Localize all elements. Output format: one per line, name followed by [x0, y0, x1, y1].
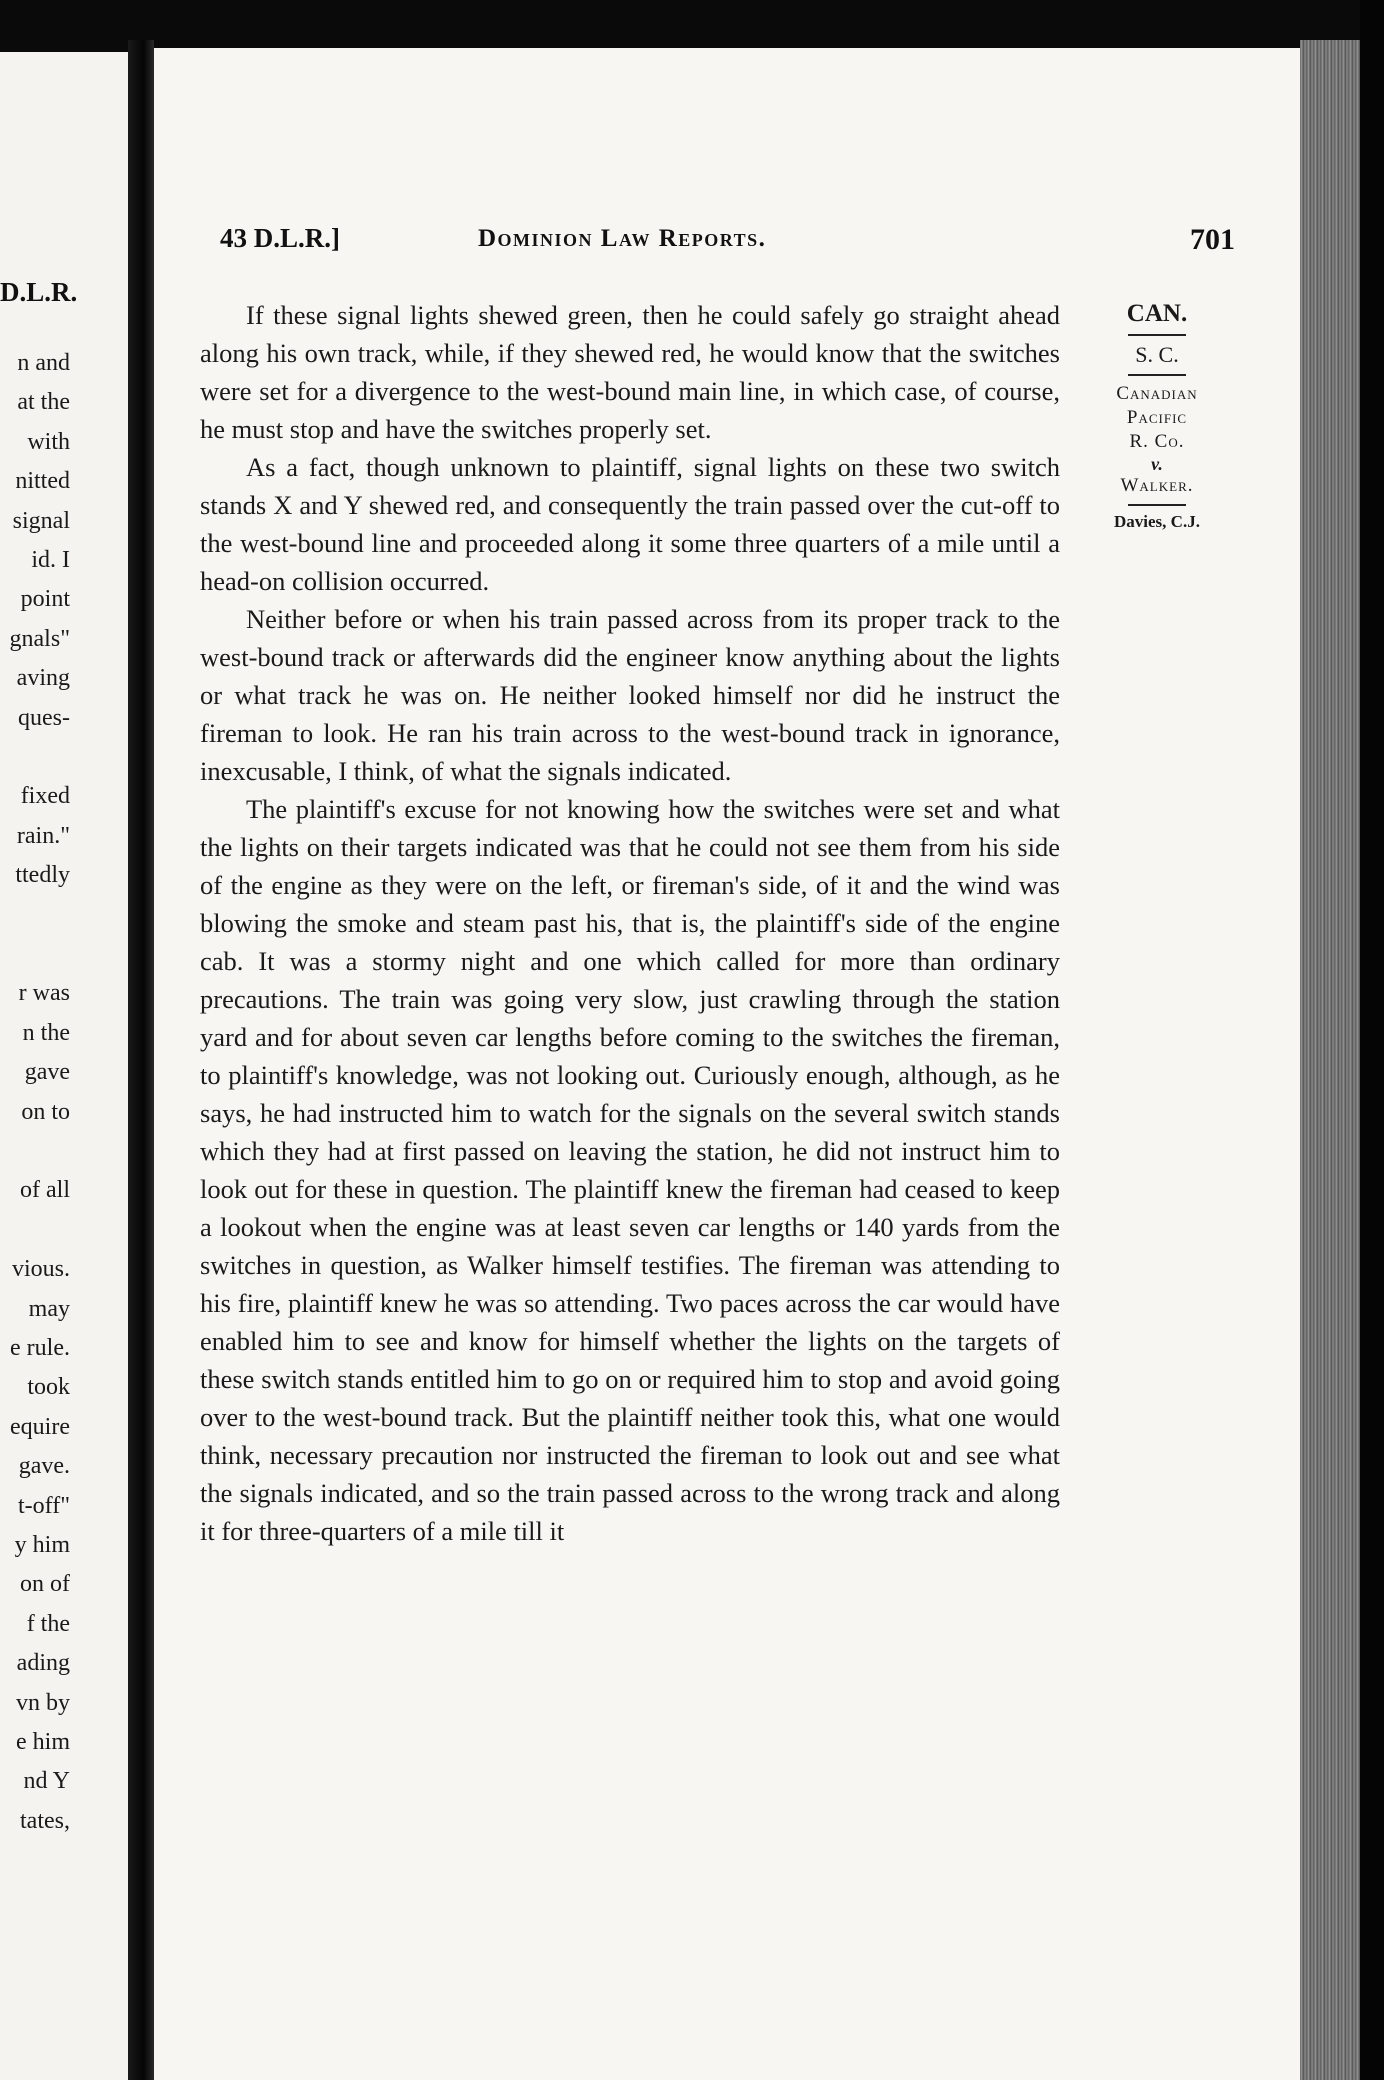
left-page-line: vn by: [16, 1689, 70, 1716]
left-page-line: ttedly: [15, 862, 70, 889]
left-page-header: D.L.R.: [0, 277, 78, 307]
body-text: [200, 296, 1060, 1550]
left-page-line: t-off": [17, 1492, 70, 1519]
paragraph: As a fact, though unknown to plaintiff, signal lights on these two switch stands X and Y shewed red, and consequently the train passed over the cut-off to the west-bound line and proceeded along it some three quarters of a mile until a head-on collision occurred.: [200, 452, 1060, 596]
left-page-line: gave.: [18, 1453, 70, 1480]
court-label: CAN.: [1126, 300, 1188, 327]
divider: [1128, 334, 1186, 336]
left-page-line: vious.: [11, 1256, 70, 1283]
left-page-line: aving: [16, 665, 70, 692]
judge-name: Davies, C.J.: [1114, 512, 1200, 531]
division-label: S. C.: [1135, 342, 1179, 367]
left-page-line: with: [27, 428, 70, 455]
left-page-line: ques-: [18, 704, 70, 731]
left-page-line: gnals": [9, 625, 70, 652]
left-page-line: equire: [10, 1413, 70, 1440]
left-page-line: at the: [17, 389, 70, 416]
left-page-line: on to: [21, 1098, 70, 1125]
divider: [1128, 374, 1186, 376]
page-edge: [1300, 40, 1360, 2080]
case-margin-note: [1092, 300, 1222, 532]
page-number: 701: [1190, 223, 1235, 256]
left-page-line: ading: [16, 1650, 70, 1677]
left-page-line: id. I: [31, 547, 70, 573]
divider: [1128, 504, 1186, 506]
running-title: Dominion Law Reports.: [478, 225, 767, 252]
party-name: Walker.: [1120, 475, 1194, 496]
left-page-line: signal: [12, 507, 70, 534]
volume-reference: 43 D.L.R.]: [220, 223, 340, 253]
party-name: R. Co.: [1129, 431, 1185, 452]
left-page: [0, 52, 128, 2080]
left-page-line: nd Y: [23, 1768, 70, 1795]
versus-label: v.: [1151, 454, 1163, 474]
party-name: Pacific: [1126, 407, 1188, 428]
left-page-line: nitted: [15, 468, 70, 495]
left-page-line: n the: [22, 1019, 70, 1046]
left-page-line: gave: [24, 1059, 70, 1086]
left-page-line: f the: [26, 1610, 70, 1637]
left-page-line: e rule.: [10, 1335, 70, 1361]
paragraph: The plaintiff's excuse for not knowing how the switches were set and what the lights on their targets indicated was that he could not see them from his side of the engine as they were on the left, or fireman's side, of it and the wind was blowing the smoke and steam past his, that is, the plaintiff's side of the engine cab. It was a stormy night and one which called for more than ordinary precautions. The train was going very slow, just crawling through the station yard and for about seven car lengths before coming to the switches the fireman, to plaintiff's knowledge, was not looking out. Curiously enough, although, as he says, he had instructed him to watch for the signals on the several switch stands which they had at first passed on leaving the station, he did not instruct him to look out for these in question. The plaintiff knew the fireman had ceased to keep a lookout when the engine was at least seven car lengths or 140 yards from the switches in question, as Walker himself testifies. The fireman was attending to his fire, plaintiff knew he was so attending. Two paces across the car would have enabled him to see and know for himself whether the lights on the targets of these switch stands entitled him to go on or required him to stop and avoid going over to the west-bound track. But the plaintiff neither took this, what one would think, necessary precaution nor instructed the fireman to look out and see what the signals indicated, and so the train passed across to the wrong track and along it for three-quarters of a mile till it: [200, 794, 1060, 1546]
book-gutter: [128, 40, 154, 2080]
left-page-line: y him: [14, 1532, 70, 1558]
left-page-line: fixed: [20, 783, 70, 810]
left-page-line: may: [28, 1295, 70, 1322]
background-edge: [1360, 0, 1384, 2080]
paragraph: If these signal lights shewed green, then he could safely go straight ahead along his own track, while, if they shewed red, he would know that the switches were set for a divergence to the west-bound main line, in which case, of course, he must stop and have the switches properly set.: [200, 300, 1060, 444]
left-page-line: rain.": [16, 822, 70, 849]
left-page-line: took: [27, 1374, 70, 1401]
left-page-line: on of: [20, 1571, 70, 1598]
paragraph: Neither before or when his train passed across from its proper track to the west-bound track or afterwards did the engineer know anything about the lights or what track he was on. He neither looked himself nor did he instruct the fireman to look. He ran his train across to the west-bound track in ignorance, inexcusable, I think, of what the signals indicated.: [200, 604, 1060, 786]
party-name: Canadian: [1116, 383, 1198, 404]
left-page-line: point: [20, 586, 70, 613]
left-page-line: n and: [17, 350, 70, 376]
left-page-line: of all: [20, 1177, 70, 1204]
left-page-line: e him: [16, 1729, 70, 1755]
left-page-line: r was: [18, 980, 70, 1007]
left-page-line: tates,: [20, 1807, 70, 1834]
